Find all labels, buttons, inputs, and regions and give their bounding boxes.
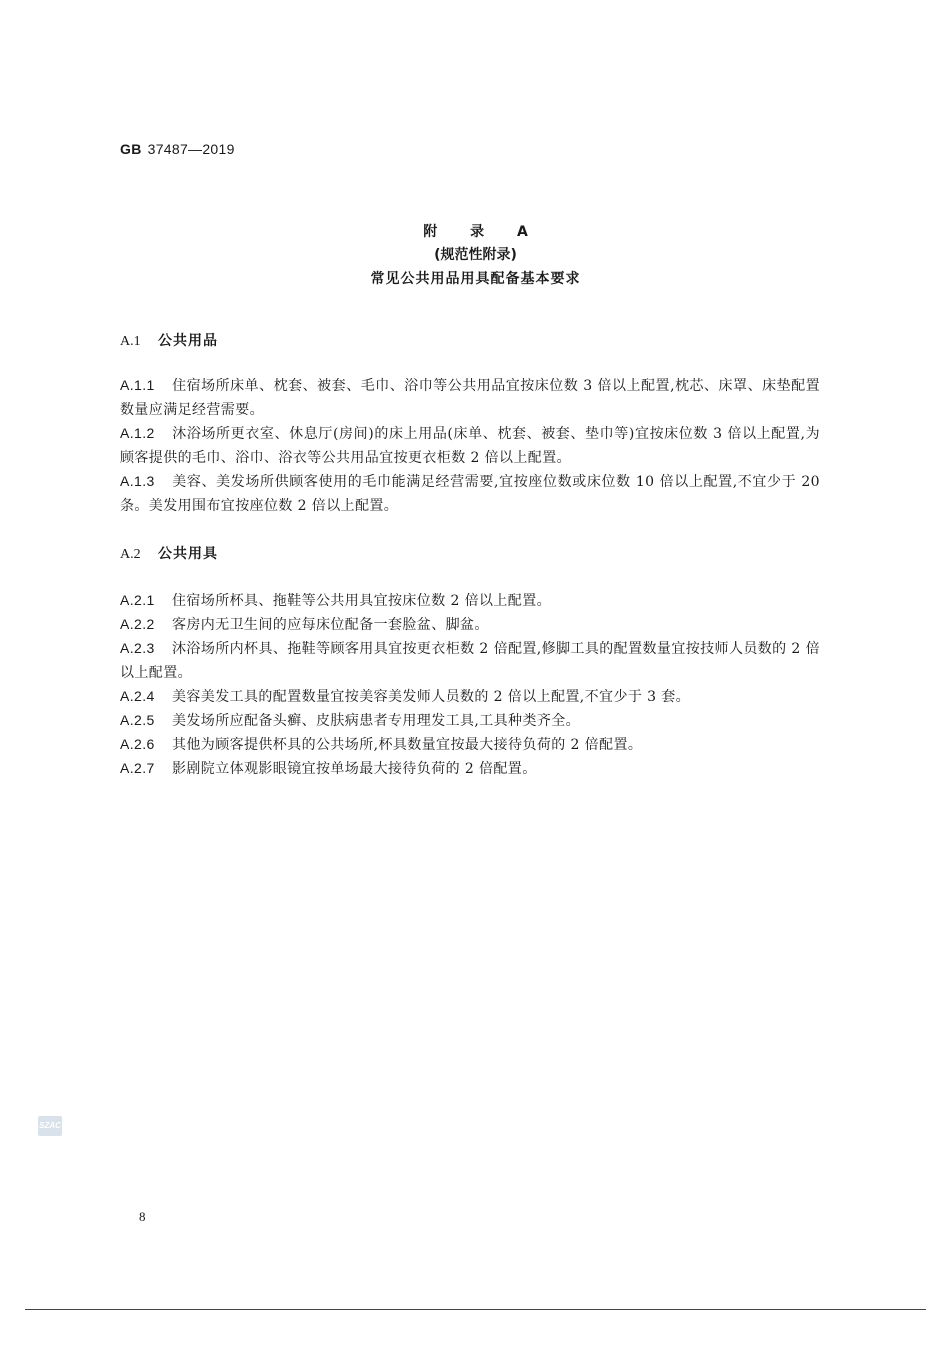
- clause-number: A.2.4: [120, 688, 155, 704]
- section-heading-a1: [120, 330, 218, 350]
- clause-a2-4: [120, 684, 820, 709]
- section-heading-a2: [120, 543, 218, 563]
- clause-text: 住宿场所床单、枕套、被套、毛巾、浴巾等公共用品宜按床位数 3 倍以上配置,枕芯、床罩、床垫配置数量应满足经营需要。: [120, 378, 820, 418]
- clause-a1-3: [120, 469, 820, 518]
- appendix-subject: 常见公共用品用具配备基本要求: [370, 271, 581, 287]
- clause-a1-1: [120, 373, 820, 422]
- appendix-title: 附 录 A: [423, 224, 542, 240]
- clause-text: 美容、美发场所供顾客使用的毛巾能满足经营需要,宜按座位数或床位数 10 倍以上配置,不宜少于 20 条。美发用围布宜按座位数 2 倍以上配置。: [120, 474, 820, 514]
- clause-a2-2: [120, 612, 820, 637]
- clause-text: 其他为顾客提供杯具的公共场所,杯具数量宜按最大接待负荷的 2 倍配置。: [172, 737, 643, 753]
- standard-number: 37487—2019: [147, 141, 235, 157]
- section-title: 公共用具: [158, 546, 218, 562]
- clause-a2-5: [120, 708, 820, 733]
- clause-number: A.2.3: [120, 640, 155, 656]
- clause-text: 影剧院立体观影眼镜宜按单场最大接待负荷的 2 倍配置。: [172, 761, 537, 777]
- clause-number: A.2.6: [120, 736, 155, 752]
- publisher-watermark-logo: SZAC: [38, 1116, 62, 1136]
- clause-a2-7: [120, 756, 820, 781]
- appendix-type: (规范性附录): [434, 247, 517, 263]
- clause-number: A.2.1: [120, 592, 155, 608]
- clause-number: A.2.5: [120, 712, 155, 728]
- clause-number: A.2.7: [120, 760, 155, 776]
- clause-a2-1: [120, 588, 820, 613]
- clause-text: 美发场所应配备头癣、皮肤病患者专用理发工具,工具种类齐全。: [172, 713, 581, 729]
- clause-number: A.1.1: [120, 377, 155, 393]
- clause-text: 客房内无卫生间的应每床位配备一套脸盆、脚盆。: [172, 617, 489, 633]
- section-title: 公共用品: [158, 333, 218, 349]
- page-number: 8: [139, 1209, 146, 1224]
- clause-text: 美容美发工具的配置数量宜按美容美发师人员数的 2 倍以上配置,不宜少于 3 套。: [172, 689, 691, 705]
- clause-number: A.1.2: [120, 425, 155, 441]
- clause-a2-6: [120, 732, 820, 757]
- clause-text: 沐浴场所更衣室、休息厅(房间)的床上用品(床单、枕套、被套、垫巾等)宜按床位数 3 倍以上配置,为顾客提供的毛巾、浴巾、浴衣等公共用品宜按更衣柜数 2 倍以上配置。: [120, 426, 820, 466]
- bottom-divider: [25, 1309, 926, 1310]
- clause-text: 住宿场所杯具、拖鞋等公共用具宜按床位数 2 倍以上配置。: [172, 593, 552, 609]
- clause-text: 沐浴场所内杯具、拖鞋等顾客用具宜按更衣柜数 2 倍配置,修脚工具的配置数量宜按技师人员数的 2 倍以上配置。: [120, 641, 820, 681]
- clause-number: A.2.2: [120, 616, 155, 632]
- section-number: A.2: [120, 547, 141, 562]
- clause-a2-3: [120, 636, 820, 685]
- standard-code: [120, 141, 235, 157]
- section-number: A.1: [120, 334, 141, 349]
- clause-number: A.1.3: [120, 473, 155, 489]
- standard-prefix: GB: [120, 141, 142, 157]
- clause-a1-2: [120, 421, 820, 470]
